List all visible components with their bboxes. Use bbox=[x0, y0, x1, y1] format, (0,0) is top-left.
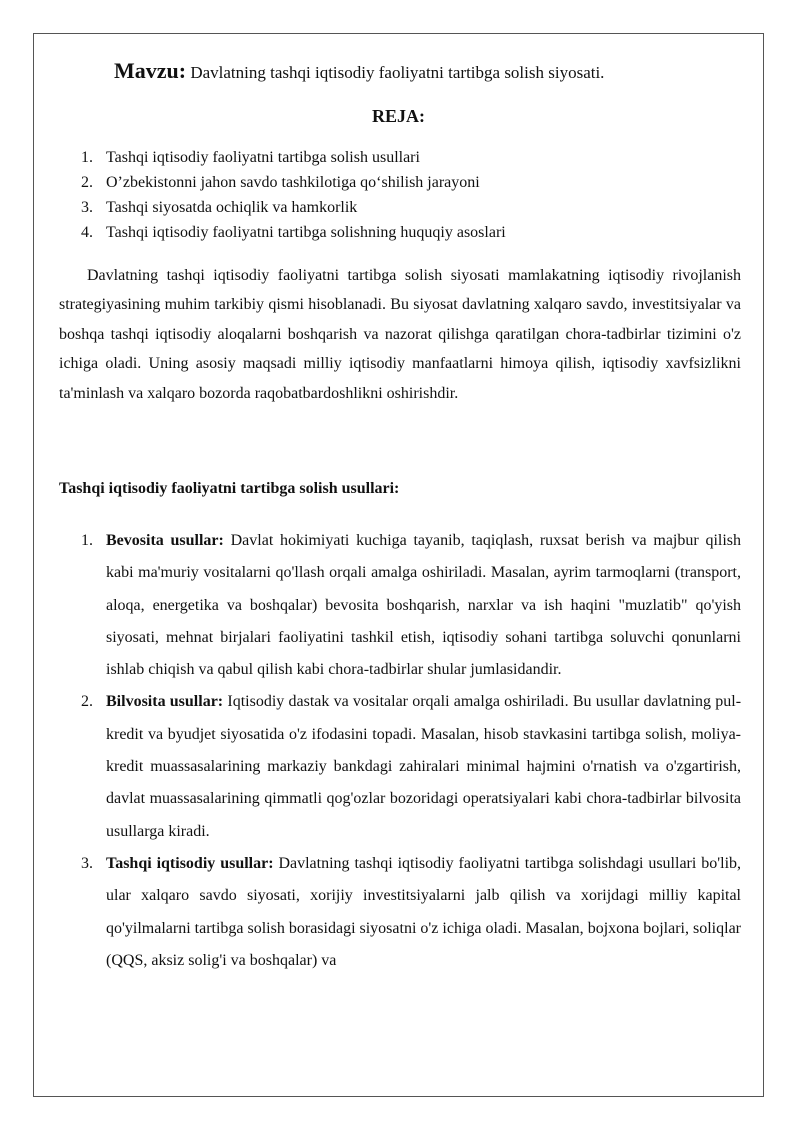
topic-line bbox=[114, 58, 754, 86]
plan-item-text: Tashqi iqtisodiy faoliyatni tartibga solishning huquqiy asoslari bbox=[106, 224, 506, 241]
plan-item bbox=[34, 195, 764, 220]
plan-item-number: 2. bbox=[81, 174, 93, 191]
plan-item bbox=[34, 170, 764, 195]
plan-item bbox=[34, 145, 764, 170]
method-item bbox=[34, 848, 741, 977]
plan-item-number: 3. bbox=[81, 199, 93, 216]
section-heading: Tashqi iqtisodiy faoliyatni tartibga solish usullari: bbox=[59, 480, 400, 497]
intro-paragraph: Davlatning tashqi iqtisodiy faoliyatni tartibga solish siyosati mamlakatning iqtisodiy rivojlanish strategiyasining muhim tarkibiy qismi hisoblanadi. Bu siyosat davlatning xalqaro savdo, investitsiyalar va boshqa tashqi iqtisodiy aloqalarni boshqarish va nazorat qilishga qaratilgan chora-tadbirlar tizimini o'z ichiga oladi. Uning asosiy maqsadi milliy iqtisodiy manfaatlarni himoya qilish, iqtisodiy xavfsizlikni ta'minlash va xalqaro bozorda raqobatbardoshlikni oshirishdir. bbox=[59, 267, 741, 402]
plan-list bbox=[34, 145, 764, 245]
method-text: Davlat hokimiyati kuchiga tayanib, taqiqlash, ruxsat berish va majbur qilish kabi ma'muriy vositalarni qo'llash orqali amalga oshiriladi. Masalan, ayrim tarmoqlarni (transport, aloqa, energetika va boshqalar) bevosita boshqarish, narxlar va ish haqini "muzlatib" qo'yish siyosati, mehnat birjalari faoliyatini tashkil etish, iqtisodiy sohani tartibga soluvchi qonunlarni ishlab chiqish va qabul qilish kabi chora-tadbirlar shular jumlasidandir. bbox=[106, 532, 742, 679]
plan-item-text: O’zbekistonni jahon savdo tashkilotiga qo‘shilish jarayoni bbox=[106, 174, 480, 191]
plan-item bbox=[34, 220, 764, 245]
method-item bbox=[34, 686, 741, 847]
method-number: 3. bbox=[81, 854, 93, 872]
plan-item-number: 4. bbox=[81, 224, 93, 241]
method-body bbox=[106, 686, 741, 847]
method-number: 2. bbox=[81, 693, 93, 711]
method-number: 1. bbox=[81, 532, 93, 549]
method-body bbox=[106, 525, 741, 686]
plan-heading: REJA: bbox=[372, 106, 425, 126]
topic-text: Davlatning tashqi iqtisodiy faoliyatni tartibga solish siyosati. bbox=[190, 63, 605, 82]
method-title: Tashqi iqtisodiy usullar: bbox=[106, 854, 274, 872]
method-text: Davlatning tashqi iqtisodiy faoliyatni tartibga solishdagi usullari bo'lib, ular xalqaro savdo siyosati, xorijiy investitsiyalarni jalb qilish va xorijdagi milliy kapital qo'yilmalarni tartibga solish borasidagi siyosatni o'z ichiga oladi. Masalan, bojxona bojlari, soliqlar (QQS, aksiz solig'i va boshqalar) va bbox=[106, 854, 742, 969]
method-title: Bevosita usullar: bbox=[106, 532, 224, 549]
plan-item-number: 1. bbox=[81, 149, 93, 166]
topic-label: Mavzu: bbox=[114, 58, 187, 83]
method-title: Bilvosita usullar: bbox=[106, 693, 224, 711]
page-frame bbox=[33, 33, 764, 1097]
methods-list bbox=[34, 525, 764, 977]
method-item bbox=[34, 525, 741, 686]
plan-item-text: Tashqi iqtisodiy faoliyatni tartibga solish usullari bbox=[106, 149, 420, 166]
plan-item-text: Tashqi siyosatda ochiqlik va hamkorlik bbox=[106, 199, 358, 216]
method-body bbox=[106, 848, 741, 977]
method-text: Iqtisodiy dastak va vositalar orqali amalga oshiriladi. Bu usullar davlatning pul-kredit va byudjet siyosatida o'z ifodasini topadi. Masalan, hisob stavkasini tartibga solish, moliya-kredit muassasalarining markaziy bankdagi zahiralari minimal hajmini o'rnatish va o'zgartirish, davlat muassasalarining qimmatli qog'ozlar bozoridagi operatsiyalari kabi chora-tadbirlar bilvosita usullarga kiradi. bbox=[106, 693, 742, 840]
